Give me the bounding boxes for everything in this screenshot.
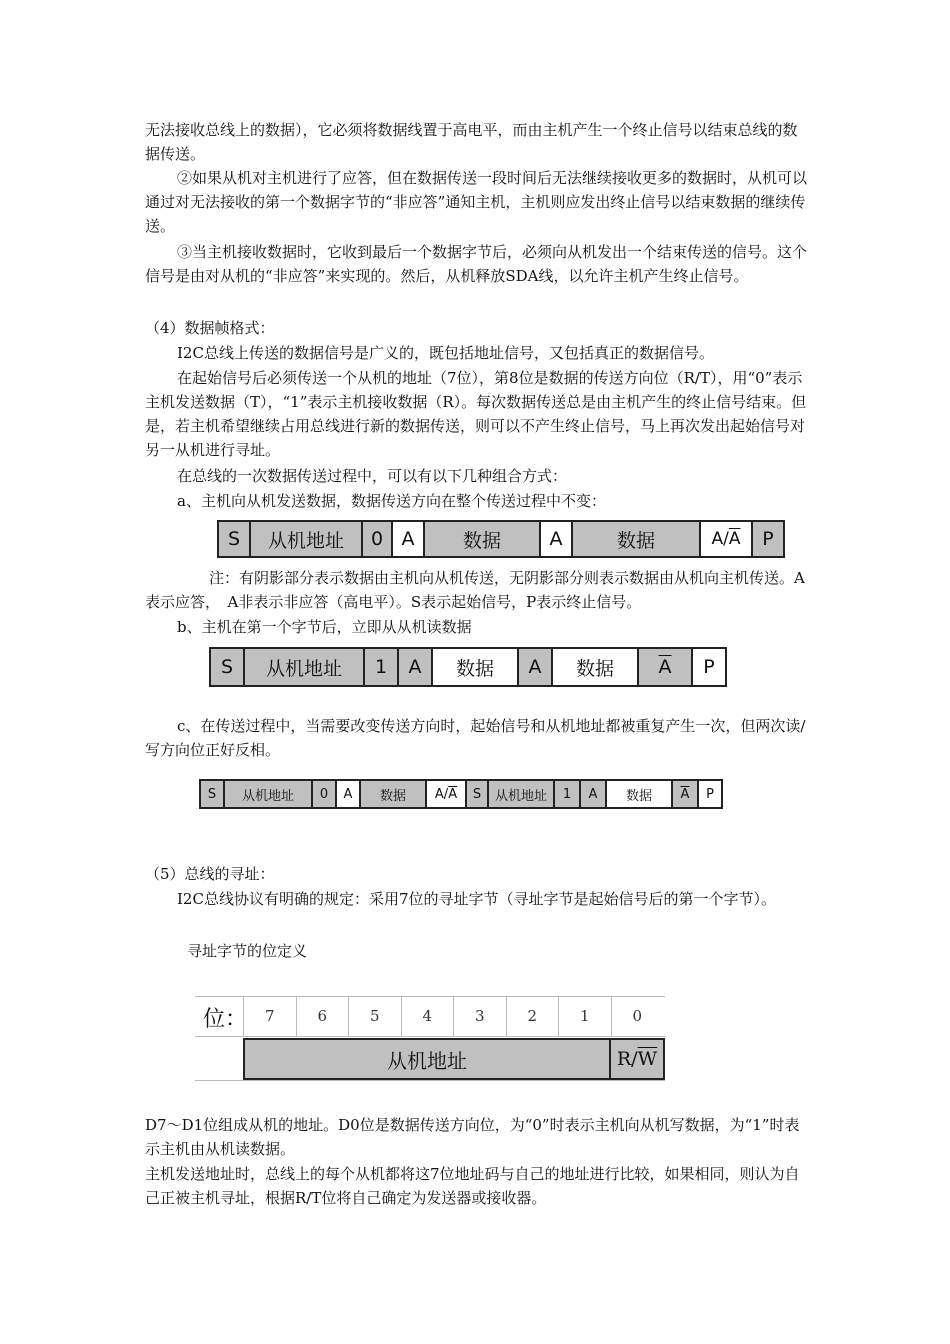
bit-1: 1 bbox=[558, 996, 611, 1036]
frame-a-data-2: 数据 bbox=[572, 521, 700, 557]
bit-3: 3 bbox=[453, 996, 506, 1036]
bit-5: 5 bbox=[348, 996, 401, 1036]
frame-b-rw-bit: 1 bbox=[364, 648, 398, 686]
frame-c-start: S bbox=[200, 780, 224, 808]
frame-c-nack: $\overline{A}$ bbox=[672, 780, 698, 808]
frame-a-slave-address: 从机地址 bbox=[250, 521, 362, 557]
frame-c-stop: P bbox=[698, 780, 722, 808]
frame-a-ack-2: A bbox=[540, 521, 572, 557]
caption-case-a: a、主机向从机发送数据，数据传送方向在整个传送过程中不变： bbox=[177, 492, 606, 510]
paragraph-d7-d1: D7～D1位组成从机的地址。D0位是数据传送方向位，为“0”时表示主机向从机写数据，为“1”时表示主机由从机读数据。 bbox=[145, 1116, 800, 1158]
frame-c-data-1: 数据 bbox=[360, 780, 426, 808]
bit-number-row bbox=[243, 996, 663, 1036]
frame-b-stop: P bbox=[692, 648, 726, 686]
caption-case-b: b、主机在第一个字节后，立即从从机读数据 bbox=[177, 618, 472, 636]
bit-0: 0 bbox=[611, 996, 664, 1036]
frame-a-start: S bbox=[218, 521, 250, 557]
frame-a-diagram bbox=[217, 520, 785, 558]
frame-a-rw-bit: 0 bbox=[362, 521, 392, 557]
paragraph-master-receive: ③当主机接收数据时，它收到最后一个数据字节后，必须向从机发出一个结束传送的信号。这个信号是由对从机的“非应答”来实现的。然后，从机释放SDA线，以允许主机产生终止信号。 bbox=[145, 243, 808, 285]
frame-a-stop: P bbox=[752, 521, 784, 557]
frame-c-rw-bit: 0 bbox=[312, 780, 336, 808]
frame-b-diagram bbox=[209, 647, 727, 687]
frame-c-ack-1: A bbox=[336, 780, 360, 808]
frame-c-rw-bit-2: 1 bbox=[554, 780, 580, 808]
frame-b-nack: $\overline{A}$ bbox=[638, 648, 692, 686]
bit-4: 4 bbox=[401, 996, 454, 1036]
frame-b-slave-address: 从机地址 bbox=[244, 648, 364, 686]
note-shading: 注：有阴影部分表示数据由主机向从机传送，无阴影部分则表示数据由从机向主机传送。A表示应答， A非表示非应答（高电平）。S表示起始信号，P表示终止信号。 bbox=[145, 569, 805, 611]
bit-7: 7 bbox=[243, 996, 296, 1036]
bit-rw-field: R/ $\overline{W}$ bbox=[609, 1038, 665, 1080]
frame-c-ack-2: $A/\overline{A}$ bbox=[426, 780, 466, 808]
frame-a-nack-bar: $\overline{A}$ bbox=[728, 529, 741, 549]
caption-case-c: c、在传送过程中，当需要改变传送方向时，起始信号和从机地址都被重复产生一次，但两次读/写方向位正好反相。 bbox=[145, 717, 806, 759]
frame-b-ack-2: A bbox=[518, 648, 552, 686]
frame-b-ack-1: A bbox=[398, 648, 432, 686]
frame-c-ack-3: A bbox=[580, 780, 606, 808]
bit-6: 6 bbox=[296, 996, 349, 1036]
paragraph-addressing-rule: I2C总线协议有明确的规定：采用7位的寻址字节（寻址字节是起始信号后的第一个字节）。 bbox=[177, 890, 776, 908]
paragraph-address-byte: 在起始信号后必须传送一个从机的地址（7位），第8位是数据的传送方向位（R/T），用“0”表示主机发送数据（T），“1”表示主机接收数据（R）。每次数据传送总是由主机产生的终止信号结束。但是，若主机希望继续占用总线进行新的数据传送，则可以不产生终止信号，马上再次发出起始信号对另一从机进行寻址。 bbox=[145, 369, 807, 459]
caption-bit-definition: 寻址字节的位定义 bbox=[187, 942, 308, 960]
frame-a-ack-1: A bbox=[392, 521, 424, 557]
frame-b-data-2: 数据 bbox=[552, 648, 638, 686]
frame-a-data-1: 数据 bbox=[424, 521, 540, 557]
paragraph-address-compare: 主机发送地址时，总线上的每个从机都将这7位地址码与自己的地址进行比较，如果相同，则认为自己正被主机寻址，根据R/T位将自己确定为发送器或接收器。 bbox=[145, 1165, 800, 1207]
frame-c-slave-address-2: 从机地址 bbox=[488, 780, 554, 808]
frame-b-start: S bbox=[210, 648, 244, 686]
frame-c-slave-address: 从机地址 bbox=[224, 780, 312, 808]
heading-addressing: （5）总线的寻址： bbox=[145, 865, 275, 883]
frame-c-restart: S bbox=[466, 780, 488, 808]
paragraph-combinations: 在总线的一次数据传送过程中，可以有以下几种组合方式： bbox=[177, 467, 568, 485]
bit-definition-table bbox=[195, 996, 665, 1082]
bit-address-field: 从机地址 bbox=[243, 1038, 611, 1080]
frame-c-diagram bbox=[199, 779, 723, 809]
frame-c-data-2: 数据 bbox=[606, 780, 672, 808]
heading-frame-format: （4）数据帧格式： bbox=[145, 319, 275, 337]
paragraph-i2c-signal: I2C总线上传送的数据信号是广义的，既包括地址信号，又包括真正的数据信号。 bbox=[177, 344, 714, 362]
paragraph-continued: 无法接收总线上的数据），它必须将数据线置于高电平，而由主机产生一个终止信号以结束总线的数据传送。 bbox=[145, 121, 798, 163]
paragraph-nack-slave: ②如果从机对主机进行了应答，但在数据传送一段时间后无法继续接收更多的数据时，从机可以通过对无法接收的第一个数据字节的“非应答”通知主机，主机则应发出终止信号以结束数据的继续传送。 bbox=[145, 169, 808, 235]
frame-b-data-1: 数据 bbox=[432, 648, 518, 686]
frame-a-ack-3: $A/\overline{A}$ bbox=[700, 521, 752, 557]
bit-2: 2 bbox=[506, 996, 559, 1036]
bit-label: 位： bbox=[203, 1007, 248, 1032]
